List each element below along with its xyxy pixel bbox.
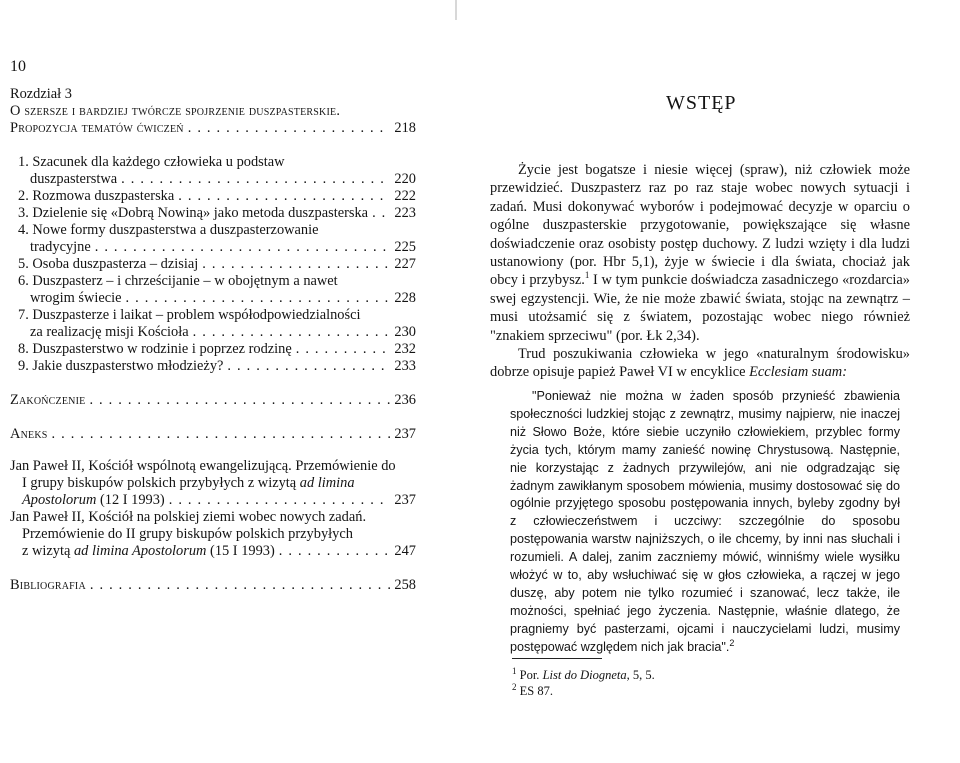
toc-item-label: 9. Jakie duszpasterstwo młodzieży? [18,358,224,374]
toc-item-label: z wizytą ad limina Apostolorum (15 I 1993) [22,543,275,559]
leader-dots [202,256,390,273]
page-ref: 247 [394,543,416,559]
footnote-ref-2: 2 [729,637,735,648]
page-ref: 222 [394,188,416,204]
toc-row-chapter [10,120,416,137]
toc-item-label: Aneks [10,426,48,442]
toc-zakonczenie [10,392,416,409]
toc-item-label: 3. Dzielenie się «Dobrą Nowiną» jako metoda duszpasterska [18,205,369,221]
page-ref: 228 [394,290,416,306]
page-ref: 237 [394,426,416,442]
chapter-label: Rozdział 3 [10,86,72,102]
page-ref: 236 [394,392,416,408]
footnote-2: $^2$ ES 87. [512,681,553,698]
toc-item-5 [18,256,416,273]
toc-item-1-line1: 1. Szacunek dla każdego człowieka u podstaw [18,154,285,170]
footnote-rule [512,658,602,659]
page-ref: 230 [394,324,416,340]
toc-item-label: 5. Osoba duszpasterza – dzisiaj [18,256,199,272]
toc-item-label: Zakończenie [10,392,86,408]
page-ref: 223 [394,205,416,221]
aneks-entry1-italic: ad limina [299,475,355,491]
aneks-entry1-line2: I grupy biskupów polskich przybyłych z wizytą ad limina [22,475,355,491]
scan-mark [455,0,457,20]
chapter-title-line1: O szersze i bardziej twórcze spojrzenie duszpasterskie. [10,103,341,119]
leader-dots [90,577,391,594]
page-ref: 220 [394,171,416,187]
page-ref: 237 [394,492,416,508]
toc-item-9 [18,358,416,375]
leader-dots [169,492,391,509]
leader-dots [227,358,390,375]
page-ref: 233 [394,358,416,374]
toc-item-2 [18,188,416,205]
toc-item-3 [18,205,416,222]
page-ref: 232 [394,341,416,357]
encyclical-title: Ecclesiam suam: [749,364,847,381]
paragraph-2: Trud poszukiwania człowieka w jego «naturalnym środowisku» dobrze opisuje papież Paweł VI w encyklice Ecclesiam suam: [490,346,910,381]
aneks-entry2-line2: Przemówienie do II grupy biskupów polskich przybyłych [22,526,353,542]
aneks-entry1 [22,492,416,509]
toc-item-4 [30,239,416,256]
toc-item-7 [30,324,416,341]
toc-item-8 [18,341,416,358]
page-heading: WSTĘP [666,92,737,114]
toc-item-label: Bibliografia [10,577,86,593]
aneks-entry2-line1: Jan Paweł II, Kościół na polskiej ziemi wobec nowych zadań. [10,509,367,525]
toc-item-label: 8. Duszpasterstwo w rodzinie i poprzez rodzinę [18,341,292,357]
leader-dots [95,239,391,256]
leader-dots [193,324,391,341]
aneks-entry1-line1: Jan Paweł II, Kościół wspólnotą ewangelizującą. Przemówienie do [10,458,396,474]
page-number: 10 [10,58,26,75]
toc-item-4-line1: 4. Nowe formy duszpasterstwa a duszpasterzowanie [18,222,319,238]
toc-item-label: za realizację misji Kościoła [30,324,189,340]
page-ref: 258 [394,577,416,593]
leader-dots [121,171,390,188]
aneks-entry2 [22,543,416,560]
chapter-title-line2: Propozycja tematów ćwiczeń [10,120,184,136]
page-ref: 227 [394,256,416,272]
leader-dots [296,341,391,358]
footnote-1: $^1$ Por. List do Diogneta, 5, 5. [512,665,655,682]
leader-dots [178,188,390,205]
page-ref: 218 [394,120,416,136]
block-quote: "Ponieważ nie można w żaden sposób przynieść zbawienia społeczności ludzkiej stojąc z zewnątrz, musimy najpierw, nie inaczej niż Słowo Boże, które siebie uczyniło człowiekiem, przyblec formy życia tych, którym mamy zanieść nowinę Chrystusową. Następnie, nie korzystając z żadnych przywilejów, ani nie odgradzając się żadnym zawikłanym sposobem mówienia, musimy dostosować się do ogólnie przyjętego sposobu postępowania innych, byleby zgodny był z człowieczeństwem i uczciwy: szczególnie do sposobu postępowania warstw najniższych, o ile chcemy, by inni nas słuchali i rozumieli. A dalej, zanim zaczniemy mówić, winniśmy wiele wysiłku włożyć w to, aby wsłuchiwać się w głos człowieka, a rączej w jego duszę, aby potem nie tylko rozumieć i szanować, lecz także, ile możności, spełniać jego życzenia. Następnie, właśnie dlatego, że pragniemy być pasterzami, ojcami i nauczycielami ludzi, musimy postępować względem nich jak bracia".$^2$ [510,389,900,654]
footnote-ref-1: 1 [584,270,590,281]
leader-dots [372,205,390,222]
leader-dots [126,290,391,307]
toc-item-7-line1: 7. Duszpasterze i laikat – problem współodpowiedzialności [18,307,361,323]
leader-dots [89,392,390,409]
footnotes [512,667,655,699]
intro-text [490,161,910,382]
toc-item-label: wrogim świecie [30,290,122,306]
toc-item-label: Apostolorum (12 I 1993) [22,492,165,508]
paragraph-1: Życie jest bogatsze i niesie więcej (spraw), niż człowiek może przewidzieć. Duszpasterz raz po raz staje wobec nowych sytuacji i zadań. Musi dokonywać wyborów i podejmować decyzje w oparciu o ogólne duszpasterskie przygotowanie, powiększające się własne doświadczenie oraz osobisty postęp duchowy. Z ludzi wzięty i dla ludzi ustanowiony (por. Hbr 5,1), żyje w świecie i dla świata, chociaż jak obcy i przybysz.$^1$ I w tym punkcie doświadcza zasadniczego «rozdarcia» swej egzystencji. Wie, że nie może zbawić świata, stojąc na zewnątrz – musi utożsamić się z światem, pozostając wobec niego również "znakiem sprzeciwu" (por. Łk 2,34). [490,162,910,344]
leader-dots [279,543,391,560]
toc-item-label: 2. Rozmowa duszpasterska [18,188,175,204]
toc-item-label: duszpasterstwa [30,171,118,187]
leader-dots [52,426,391,443]
leader-dots [188,120,391,137]
toc-item-6 [30,290,416,307]
page-ref: 225 [394,239,416,255]
toc-aneks [10,426,416,443]
toc-item-1 [30,171,416,188]
toc-bibliografia [10,577,416,594]
toc-item-6-line1: 6. Duszpasterz – i chrześcijanie – w obojętnym a nawet [18,273,338,289]
toc-item-label: tradycyjne [30,239,91,255]
